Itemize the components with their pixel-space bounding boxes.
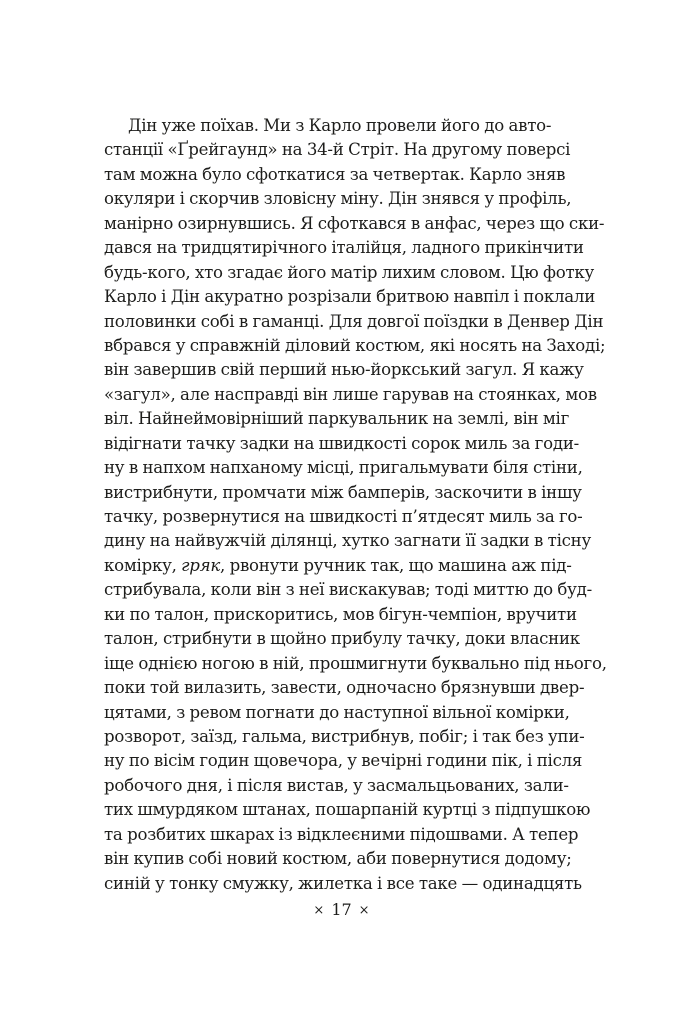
text-line: дину на найвужчій ділянці, хутко загнати її задки в тісну: [104, 531, 591, 551]
page-number: 17: [331, 900, 352, 919]
text-line: манірно озирнувшись. Я сфоткався в анфас, через що ски-: [104, 213, 605, 233]
italic-word: гряк: [181, 555, 221, 575]
text-line: талон, стрибнути в щойно прибулу тачку, доки власник: [104, 629, 580, 649]
body-text: [104, 114, 607, 896]
text-line: тих шмурдяком штанах, пошарпаній куртці з підпушкою: [104, 800, 591, 820]
text-line: Карло і Дін акуратно розрізали бритвою навпіл і поклали: [104, 287, 596, 307]
page-number-footer: [0, 898, 683, 923]
text-line: відігнати тачку задки на швидкості сорок миль за годи-: [104, 433, 579, 453]
text-line: синій у тонку смужку, жилетка і все таке — одинадцять: [104, 873, 582, 893]
text-line: дався на тридцятирічного італійця, ладного прикінчити: [104, 238, 584, 258]
text-line: вбрався у справжній діловий костюм, які носять на Заході;: [104, 335, 606, 355]
text-line: ки по талон, прискоритись, мов бігун-чемпіон, вручити: [104, 604, 577, 624]
text-line: розворот, заїзд, гальма, вистрибнув, побіг; і так без упи-: [104, 726, 585, 746]
text-line: станції «Ґрейгаунд» на 34-й Стріт. На другому поверсі: [104, 140, 571, 160]
text-line: та розбитих шкарах із відклеєними підошвами. А тепер: [104, 824, 579, 844]
text-segment: комірку,: [104, 555, 182, 575]
text-line: він купив собі новий костюм, аби повернутися додому;: [104, 849, 572, 869]
text-line: іще однією ногою в ній, прошмигнути буквально під нього,: [104, 653, 607, 673]
text-segment: , рвонути ручник так, що машина аж під-: [220, 555, 572, 575]
text-line: будь-кого, хто згадає його матір лихим словом. Цю фотку: [104, 262, 595, 282]
text-line: віл. Найнеймовірніший паркувальник на землі, він міг: [104, 409, 570, 429]
text-line: стрибувала, коли він з неї вискакував; тоді миттю до буд-: [104, 580, 592, 600]
text-line: Дін уже поїхав. Ми з Карло провели його до авто-: [128, 116, 552, 135]
ornament-cross-icon: ×: [358, 903, 370, 918]
text-line: ну в напхом напханому місці, пригальмувати біля стіни,: [104, 458, 583, 478]
text-line: тачку, розвернутися на швидкості п’ятдесят миль за го-: [104, 507, 583, 526]
ornament-cross-icon: ×: [313, 903, 325, 918]
text-line: вистрибнути, промчати між бамперів, заскочити в іншу: [104, 482, 582, 502]
text-line: цятами, з ревом погнати до наступної вільної комірки,: [104, 702, 570, 722]
text-line-with-italic: [104, 554, 572, 578]
text-line: робочого дня, і після вистав, у засмальцьованих, зали-: [104, 775, 569, 795]
text-line: він завершив свій перший нью-йоркський загул. Я кажу: [104, 360, 584, 380]
text-line: поки той вилазить, завести, одночасно брязнувши двер-: [104, 678, 585, 698]
text-line: «загул», але насправді він лише гарував на стоянках, мов: [104, 384, 597, 404]
text-line: окуляри і скорчив зловісну міну. Дін знявся у профіль,: [104, 189, 572, 209]
text-line: половинки собі в гаманці. Для довгої поїздки в Денвер Дін: [104, 311, 604, 331]
text-line: там можна було сфоткатися за четвертак. Карло зняв: [104, 164, 566, 184]
text-line: ну по вісім годин щовечора, у вечірні години пік, і після: [104, 751, 583, 771]
